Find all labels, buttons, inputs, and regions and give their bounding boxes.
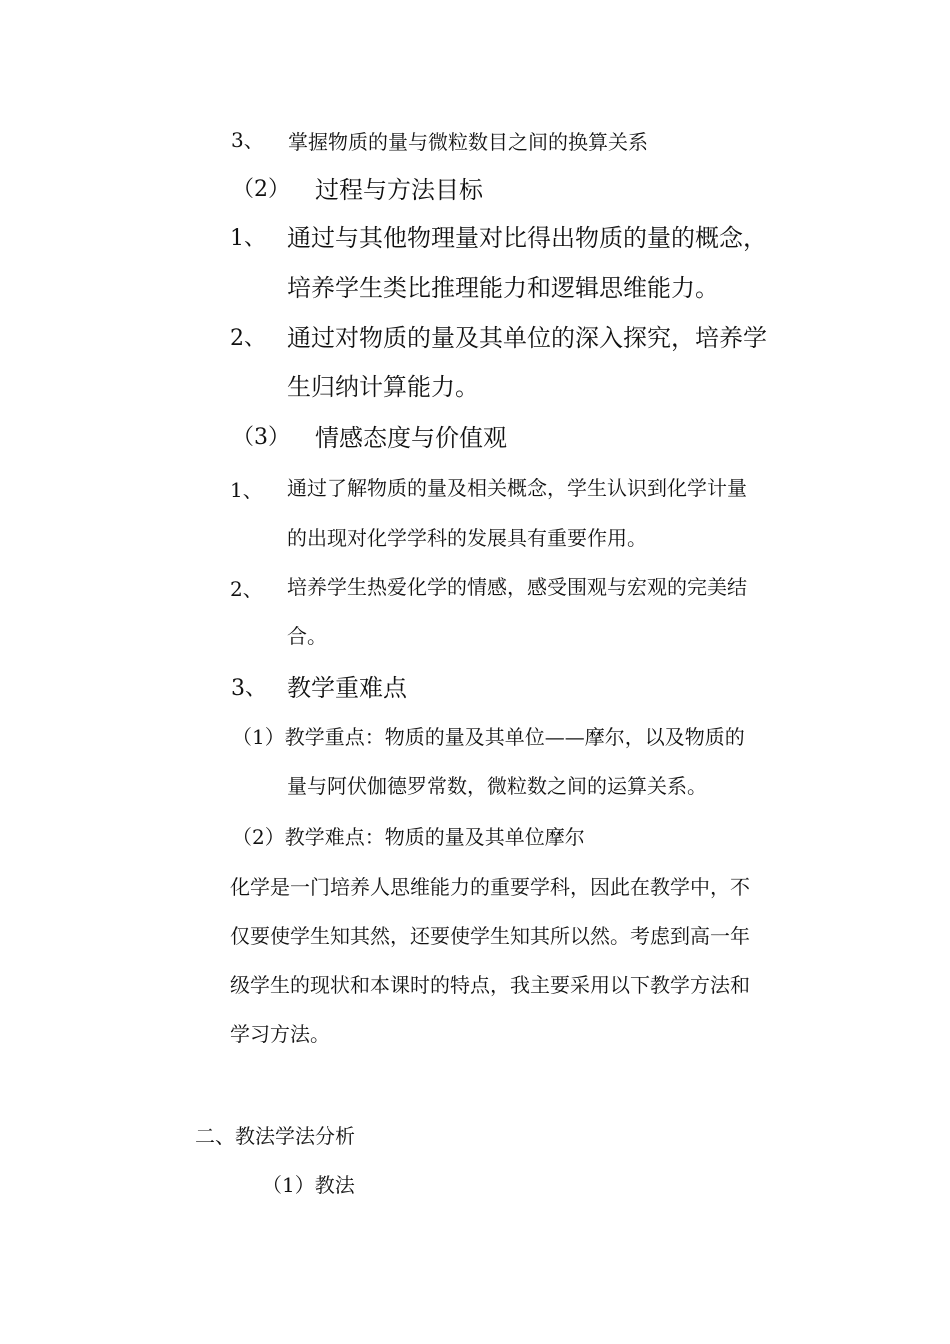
paragraph-line: 化学是一门培养人思维能力的重要学科，因此在教学中，不 xyxy=(230,875,750,899)
paragraph-line: 仅要使学生知其然，还要使学生知其所以然。考虑到高一年 xyxy=(230,924,750,948)
list-item-line: 培养学生类比推理能力和逻辑思维能力。 xyxy=(287,274,719,302)
paragraph-line: 学习方法。 xyxy=(230,1022,330,1046)
list-number: 2、 xyxy=(230,326,266,351)
paragraph-line: 级学生的现状和本课时的特点，我主要采用以下教学方法和 xyxy=(230,973,750,997)
section-title: 情感态度与价值观 xyxy=(315,424,507,452)
list-item-text: 掌握物质的量与微粒数目之间的换算关系 xyxy=(288,130,648,154)
paragraph-line: （1）教学重点：物质的量及其单位——摩尔，以及物质的 xyxy=(232,725,745,749)
section-title: 过程与方法目标 xyxy=(315,176,483,204)
list-item-line: 的出现对化学学科的发展具有重要作用。 xyxy=(287,526,647,550)
list-item-line: 合。 xyxy=(287,624,327,648)
subsection-heading: （1）教法 xyxy=(262,1173,355,1197)
section-heading: 教学重难点 xyxy=(287,674,407,702)
list-item-line: 生归纳计算能力。 xyxy=(287,373,479,401)
list-item-line: 通过了解物质的量及相关概念，学生认识到化学计量 xyxy=(287,476,747,500)
section-number: （2） xyxy=(232,177,290,202)
list-number: 2、 xyxy=(230,577,263,601)
list-number: 1、 xyxy=(230,226,266,251)
paragraph-line: （2）教学难点：物质的量及其单位摩尔 xyxy=(232,825,585,849)
section-number: （3） xyxy=(232,425,290,450)
list-number: 3、 xyxy=(231,128,264,152)
list-number: 3、 xyxy=(231,676,267,701)
list-item-line: 培养学生热爱化学的情感，感受围观与宏观的完美结 xyxy=(287,575,747,599)
list-item-line: 通过对物质的量及其单位的深入探究，培养学 xyxy=(287,324,767,352)
part-heading: 二、教法学法分析 xyxy=(195,1124,355,1148)
list-item-line: 通过与其他物理量对比得出物质的量的概念， xyxy=(287,224,767,252)
list-number: 1、 xyxy=(230,478,263,502)
paragraph-line: 量与阿伏伽德罗常数，微粒数之间的运算关系。 xyxy=(287,774,707,798)
